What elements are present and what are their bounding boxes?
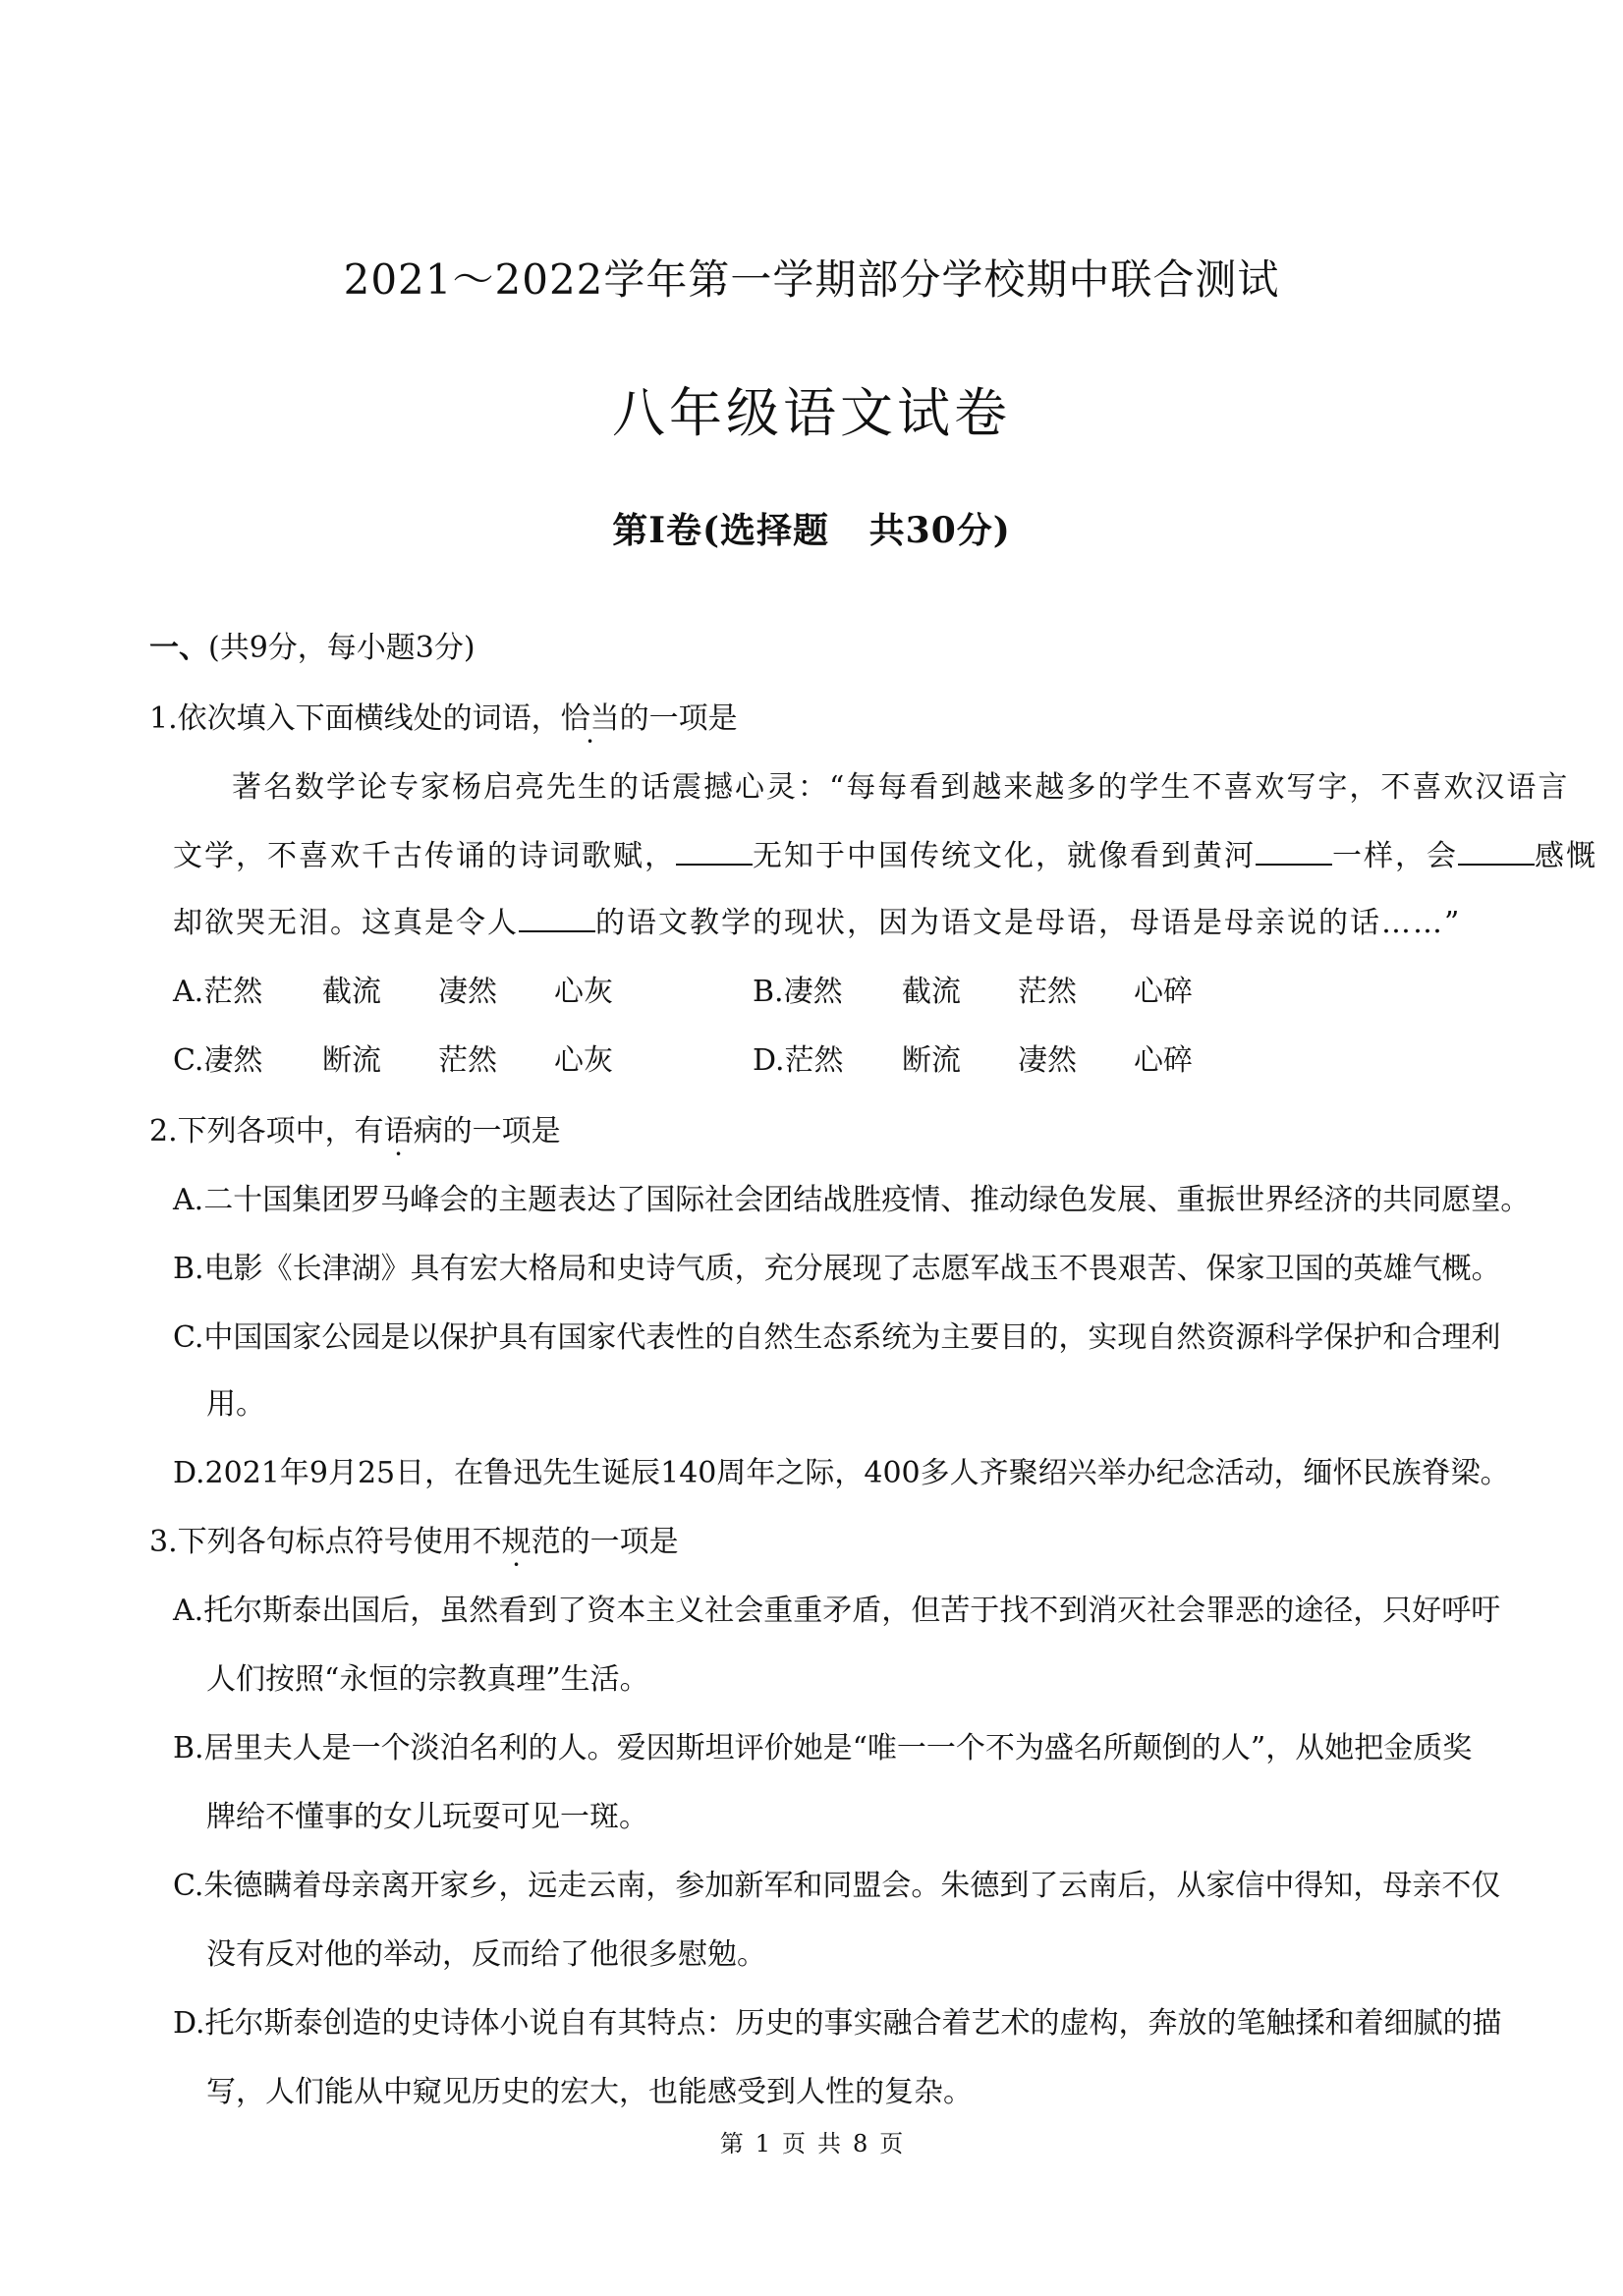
part-title-b: 共30分) <box>868 510 1011 551</box>
q3-option-b-line2: 牌给不懂事的女儿玩耍可见一斑。 <box>206 1800 648 1834</box>
q1-line3-b: 的语文教学的现状，因为语文是母语，母语是母亲说的话……” <box>595 906 1462 940</box>
q1-d-word3: 凄然 <box>1018 1043 1077 1078</box>
q3-option-d-line2: 写，人们能从中窥见历史的宏大，也能感受到人性的复杂。 <box>206 2075 973 2109</box>
q2-stem-b: 的一项是 <box>442 1114 561 1148</box>
footer-d: 页 <box>879 2130 904 2157</box>
q1-a-word3: 凄然 <box>438 975 497 1009</box>
q1-c-word1: C.凄然 <box>173 1043 263 1078</box>
q1-stem-em-text: 恰当 <box>560 701 620 736</box>
footer-c: 共 <box>817 2130 841 2157</box>
q3-option-b-line1: B.居里夫人是一个淡泊名利的人。爱因斯坦评价她是“唯一一个不为盛名所颠倒的人”，从她把金质奖 <box>173 1731 1473 1765</box>
part-title-a: 第Ⅰ卷(选择题 <box>612 510 830 551</box>
q3-stem-em-text: 不规范 <box>472 1525 561 1559</box>
q1-line2-c: 一样，会 <box>1332 839 1458 873</box>
q3-option-a-line1: A.托尔斯泰出国后，虽然看到了资本主义社会重重矛盾，但苦于找不到消灭社会罪恶的途径，只好呼吁 <box>173 1594 1501 1628</box>
q1-line3-a: 却欲哭无泪。这真是令人 <box>173 906 519 940</box>
q1-d-word4: 心碎 <box>1134 1043 1193 1078</box>
q1-option-a <box>173 967 670 1010</box>
footer-total-pages: 8 <box>853 2130 868 2157</box>
q2-option-a: A.二十国集团罗马峰会的主题表达了国际社会团结战胜疫情、推动绿色发展、重振世界经济的共同愿望。 <box>173 1183 1531 1217</box>
q2-stem-a: 2.下列各项中， <box>149 1114 355 1148</box>
q1-d-word2: 断流 <box>902 1043 961 1078</box>
q1-option-d <box>753 1036 1250 1079</box>
q1-c-word4: 心灰 <box>554 1043 613 1078</box>
q1-blank-2 <box>1256 838 1332 866</box>
q1-b-word4: 心碎 <box>1134 975 1193 1009</box>
q1-stem-b: 的一项是 <box>619 701 738 736</box>
q2-option-b: B.电影《长津湖》具有宏大格局和史诗气质，充分展现了志愿军战玉不畏艰苦、保家卫国的英雄气概。 <box>173 1252 1501 1286</box>
q1-c-word3: 茫然 <box>438 1043 497 1078</box>
q1-a-word2: 截流 <box>322 975 381 1009</box>
q2-option-d: D.2021年9月25日，在鲁迅先生诞辰140周年之际，400多人齐聚绍兴举办纪念活动，缅怀民族脊梁。 <box>173 1456 1510 1490</box>
q1-line2-a: 文学，不喜欢千古传诵的诗词歌赋， <box>173 839 676 873</box>
exam-title: 2021～2022学年第一学期部分学校期中联合测试 <box>343 255 1280 304</box>
q2-option-c-line1: C.中国国家公园是以保护具有国家代表性的自然生态系统为主要目的，实现自然资源科学保护和合理利 <box>173 1320 1501 1355</box>
q1-a-word1: A.茫然 <box>173 975 263 1009</box>
q1-passage-line2 <box>173 831 1597 874</box>
q1-line2-b: 无知于中国传统文化，就像看到黄河 <box>753 839 1256 873</box>
q3-stem-emphasis <box>473 1525 561 1559</box>
q1-b-word2: 截流 <box>902 975 961 1009</box>
q2-stem <box>149 1106 561 1149</box>
q1-blank-4 <box>519 905 595 932</box>
q1-stem-emphasis <box>561 701 620 736</box>
q3-option-a-line2: 人们按照“永恒的宗教真理”生活。 <box>206 1662 649 1697</box>
q1-b-word1: B.凄然 <box>753 975 843 1009</box>
q3-option-c-line1: C.朱德瞒着母亲离开家乡，远走云南，参加新军和同盟会。朱德到了云南后，从家信中得知，母亲不仅 <box>173 1869 1501 1903</box>
q1-passage-line1: 著名数学论专家杨启亮先生的话震撼心灵：“每每看到越来越多的学生不喜欢写字，不喜欢汉语言 <box>232 770 1570 805</box>
q1-passage-line3 <box>173 898 1461 941</box>
q1-c-word2: 断流 <box>322 1043 381 1078</box>
q1-blank-1 <box>676 838 753 866</box>
q2-stem-em-text: 有语病 <box>354 1114 443 1148</box>
footer-b: 页 <box>782 2130 806 2157</box>
q1-d-word1: D.茫然 <box>753 1043 844 1078</box>
q2-option-c-line2: 用。 <box>206 1387 265 1422</box>
section-note: (共9分，每小题3分) <box>208 631 476 665</box>
page-footer <box>0 2124 1623 2158</box>
q1-a-word4: 心灰 <box>554 975 613 1009</box>
q3-option-c-line2: 没有反对他的举动，反而给了他很多慰勉。 <box>206 1937 766 1972</box>
part-title <box>0 503 1623 553</box>
section-heading <box>149 623 476 666</box>
q1-b-word3: 茫然 <box>1018 975 1077 1009</box>
q1-stem <box>149 694 738 737</box>
q2-stem-emphasis <box>355 1114 443 1148</box>
q1-blank-3 <box>1458 838 1535 866</box>
q3-stem-a: 3.下列各句标点符号使用 <box>149 1525 473 1559</box>
q3-stem-b: 的一项是 <box>560 1525 679 1559</box>
q1-option-b <box>753 967 1250 1010</box>
paper-title: 八年级语文试卷 <box>612 382 1011 444</box>
q3-option-d-line1: D.托尔斯泰创造的史诗体小说自有其特点：历史的事实融合着艺术的虚构，奔放的笔触揉和着细腻的描 <box>173 2006 1502 2041</box>
q1-option-c <box>173 1036 670 1079</box>
q1-stem-a: 1.依次填入下面横线处的词语， <box>149 701 561 736</box>
q1-line2-d: 感慨 <box>1535 839 1597 873</box>
section-number: 一、 <box>149 631 208 665</box>
footer-a: 第 <box>719 2130 744 2157</box>
footer-page-number: 1 <box>755 2130 770 2157</box>
q3-stem <box>149 1517 679 1560</box>
